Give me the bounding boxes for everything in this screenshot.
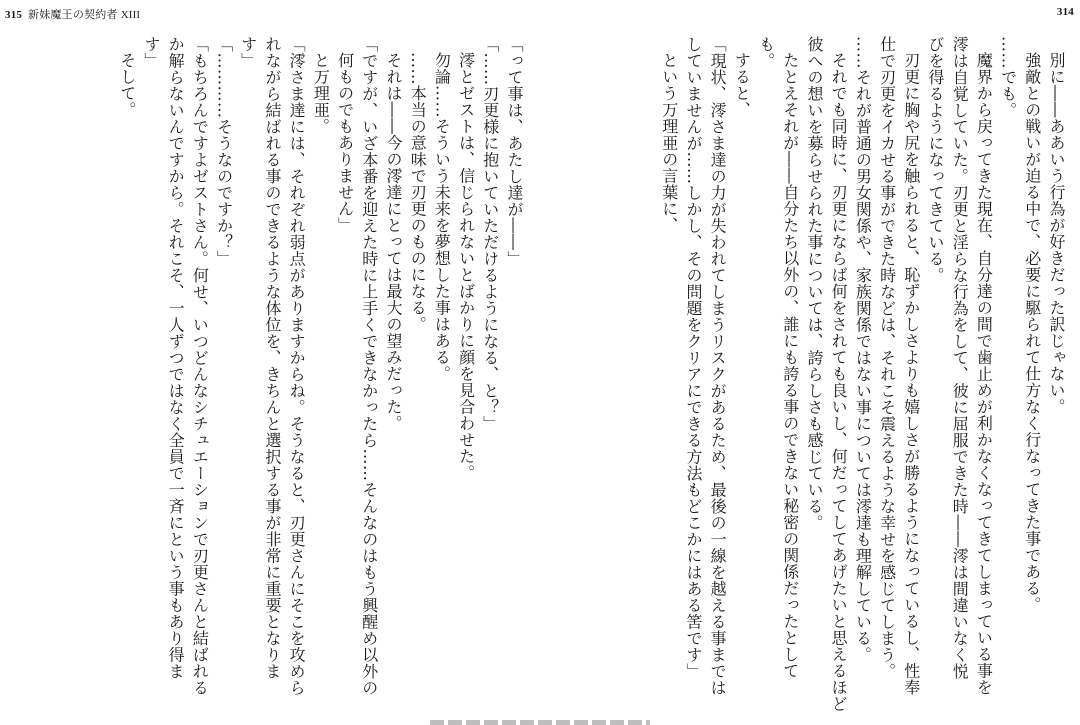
text-line: 彼への想いを募らせられた事については、誇らしさも感じている。 xyxy=(804,36,824,531)
text-line: 「ですが、いざ本番を迎えた時に上手くできなかったら……そんなのはもう興醒め以外の xyxy=(359,36,379,696)
text-line: か解らないんですから。それこそ、一人ずつではなく全員で一斉にという事もあり得ま xyxy=(166,36,186,680)
text-line: すると、 xyxy=(732,52,752,118)
right-page-body xyxy=(548,36,1068,716)
text-line: す」 xyxy=(141,36,161,69)
text-line: 澪とゼストは、信じられないとばかりに顔を見合わせた。 xyxy=(456,52,476,481)
text-line: という万理亜の言葉に、 xyxy=(659,52,679,234)
text-line: ……でも。 xyxy=(998,36,1018,119)
text-line: 「……刃更様に抱いていただけるようになる、と？」 xyxy=(480,36,500,432)
text-line: ……本当の意味で刃更のものになる。 xyxy=(408,52,428,333)
text-line: 「現状、澪さま達の力が失われてしまうリスクがあるため、最後の一線を越える事までは xyxy=(708,36,728,696)
text-line: 勿論……そういう未来を夢想した事はある。 xyxy=(432,52,452,382)
text-line: れながら結ばれる事のできるような体位を、きちんと選択する事が非常に重要となりま xyxy=(262,36,282,680)
book-title: 新妹魔王の契約者 XIII xyxy=(28,9,141,21)
text-line: 別に――ああいう行為が好きだった訳じゃない。 xyxy=(1047,52,1066,415)
text-line: びを得るようになってきている。 xyxy=(925,36,945,284)
right-page-number: 314 xyxy=(1056,6,1074,18)
right-page xyxy=(540,0,1080,725)
text-line: 何ものでもありません」 xyxy=(335,52,355,234)
text-line: それは――今の澪達にとっては最大の望みだった。 xyxy=(383,52,403,432)
text-line: 「って事は、あたし達が――」 xyxy=(505,36,524,267)
left-page-number: 315 xyxy=(5,9,23,21)
text-line: たとえそれが――自分たち以外の、誰にも誇る事のできない秘密の関係だったとして xyxy=(780,52,800,679)
text-line: 澪は自覚していた。刃更と淫らな行為をして、彼に屈服できた時――澪は間違いなく悦 xyxy=(950,36,970,680)
text-line: それでも同時に、刃更にならば何をされても良いし、何だってしてあげたいと思えるほど xyxy=(829,52,849,712)
text-line: と万理亜。 xyxy=(311,52,331,135)
text-line: 強敵との戦いが迫る中で、必要に駆られて仕方なく行なってきた事である。 xyxy=(1022,52,1042,613)
text-line: そして。 xyxy=(117,52,137,118)
right-page-header xyxy=(1057,6,1074,18)
text-line: 仕で刃更をイカせる事ができた時などは、それこそ震えるような幸せを感じてしまう。 xyxy=(877,36,897,680)
text-line: 「…………そうなのですか？」 xyxy=(214,36,234,267)
left-page-header xyxy=(5,6,140,22)
text-line: す」 xyxy=(238,36,258,69)
scan-footer-mark xyxy=(430,720,650,725)
text-line: ……それが普通の男女関係や、家族関係ではない事については澪達も理解している。 xyxy=(853,36,873,663)
text-line: も。 xyxy=(756,36,776,69)
text-line: 魔界から戻ってきた現在、自分達の間で歯止めが利かなくなってきてしまっている事を xyxy=(974,52,994,696)
left-page-body xyxy=(21,36,526,716)
text-line: 刃更に胸や尻を触られると、恥ずかしさよりも嬉しさが勝るようになっているし、性奉 xyxy=(901,52,921,696)
text-line: 「もちろんですよゼストさん。何せ、いつどんなシチュエーションで刃更さんと結ばれる xyxy=(190,36,210,696)
text-line: 「澪さま達には、それぞれ弱点がありますからね。そうなると、刃更さんにそこを攻めら xyxy=(287,36,307,696)
text-line: していませんが……しかし、その問題をクリアにできる方法もどこかにはある筈です」 xyxy=(683,36,703,680)
